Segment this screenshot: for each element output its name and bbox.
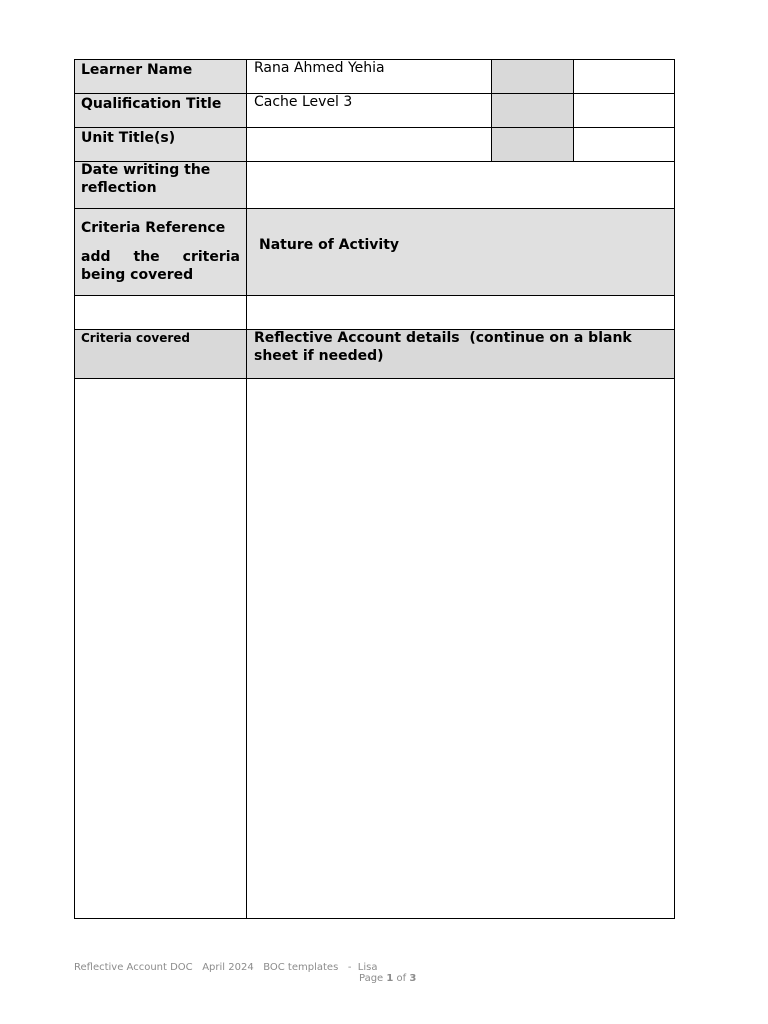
hline-4	[74, 208, 675, 209]
learner-name-value[interactable]: Rana Ahmed Yehia	[254, 60, 385, 76]
date-value[interactable]	[248, 162, 674, 208]
unit-title-label: Unit Title(s)	[81, 130, 176, 146]
nature-of-activity-input[interactable]	[247, 296, 674, 329]
footer-doc-info: Reflective Account DOC April 2024 BOC templates - Lisa	[74, 962, 378, 973]
footer-page-number	[359, 973, 416, 984]
reflective-account-area[interactable]	[247, 379, 674, 918]
qualification-label: Qualification Title	[81, 96, 222, 112]
page-prefix: Page	[359, 973, 387, 984]
page-total: 3	[409, 973, 417, 984]
learner-name-grey-cell	[492, 60, 573, 93]
criteria-reference-label: Criteria Reference	[81, 220, 226, 236]
vline-grey-left	[491, 59, 492, 162]
page-of: of	[393, 973, 410, 984]
criteria-covered-area[interactable]	[75, 379, 246, 918]
learner-name-label: Learner Name	[81, 62, 193, 78]
nature-of-activity-label: Nature of Activity	[259, 237, 400, 253]
unit-title-grey-cell	[492, 128, 573, 161]
page-current: 1	[386, 973, 394, 984]
criteria-covered-label: Criteria covered	[81, 331, 190, 345]
qualification-grey-cell	[492, 94, 573, 127]
reflective-account-label: Reflective Account details (continue on a blank sheet if needed)	[254, 330, 637, 364]
criteria-ref-input[interactable]	[75, 296, 246, 329]
qualification-value[interactable]: Cache Level 3	[254, 94, 353, 110]
unit-title-value[interactable]	[248, 128, 491, 161]
date-label: Date writing the reflection	[81, 162, 211, 196]
learner-name-extra-cell[interactable]	[574, 60, 674, 93]
criteria-reference-sub: add the criteria being covered	[81, 249, 240, 283]
vline-right	[674, 59, 675, 919]
qualification-extra-cell[interactable]	[574, 94, 674, 127]
hline-bottom	[74, 918, 675, 919]
unit-title-extra-cell[interactable]	[574, 128, 674, 161]
